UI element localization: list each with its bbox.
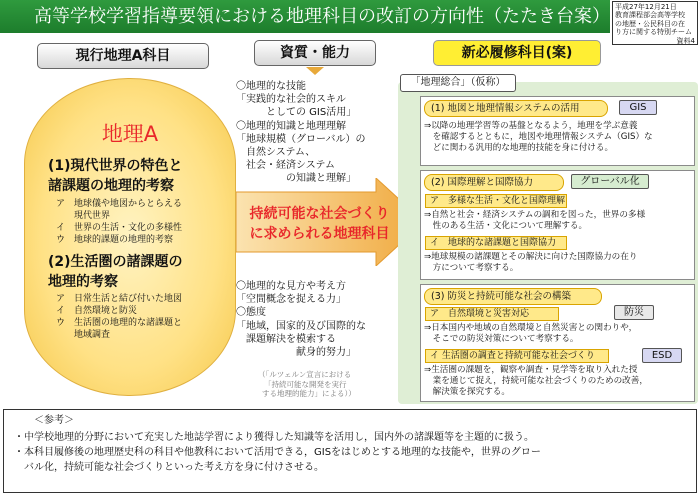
note-line: （「ルツェルン宣言における	[258, 370, 352, 379]
subunit-heading: ア 自然環境と災害対応	[425, 307, 559, 321]
unit-heading: (3) 防災と持続可能な社会の構築	[424, 288, 602, 305]
unit-text	[424, 210, 645, 232]
unit-heading: (2) 国際理解と国際協力	[424, 174, 564, 191]
competency-line: 「空間概念を捉える力」	[236, 294, 346, 306]
competency-bottom	[236, 280, 366, 359]
unit-text	[424, 323, 637, 345]
list-item: 地域調査	[56, 330, 111, 340]
list-item: ア 日常生活と結び付いた地図	[56, 294, 183, 304]
arrow-caption	[232, 204, 407, 244]
note-line: り方に関する特別チーム	[615, 28, 692, 37]
left-section-2	[48, 252, 183, 292]
competency-line: の知識と理解」	[236, 173, 356, 185]
reference-label: ＜参考＞	[34, 415, 74, 426]
competency-line: 課題解決を模索する	[236, 333, 336, 345]
text-line: ⇒以降の地理学習等の基盤となるよう，地理を学ぶ意義	[424, 121, 638, 131]
text-line: ⇒日本国内や地域の自然環境と自然災害との関わりや，	[424, 323, 638, 333]
text-line: を確認するとともに，地図や地理情報システム（GIS）な	[424, 132, 653, 142]
unit-heading: (1) 地図と地理情報システムの活用	[424, 100, 608, 117]
competency-line: 〇態度	[236, 307, 266, 319]
text-line: 性のある生活・文化について理解する。	[424, 221, 588, 231]
text-line: 業を通じて捉え，持続可能な社会づくりのための改善，	[424, 376, 648, 386]
unit-box-2	[420, 170, 695, 280]
unit-text	[424, 121, 653, 154]
text-line: ⇒生活圏の課題を，観察や調査・見学等を取り入れた授	[424, 365, 638, 375]
header-new-course: 新必履修科目(案)	[433, 40, 601, 66]
text-line: 方について考察する。	[424, 263, 519, 273]
course-title: 「地理総合」（仮称）	[400, 74, 516, 92]
competency-line: 「実践的な社会的スキル	[236, 94, 346, 106]
list-item: イ 世界の生活・文化の多様性	[56, 223, 183, 233]
section-heading: 諸課題の地理的考察	[48, 178, 174, 194]
list-item: ウ 生活圏の地理的な諸課題と	[56, 318, 183, 328]
left-section-2-items	[56, 293, 182, 341]
header-current: 現行地理A科目	[37, 43, 209, 69]
text-line: ⇒自然と社会・経済システムの調和を図った，世界の多様	[424, 210, 646, 220]
disaster-prevention-tag: 防災	[614, 305, 654, 320]
competency-line: 自然システム、	[236, 147, 316, 159]
document-note	[612, 1, 698, 45]
left-section-1-items	[56, 198, 182, 246]
subunit-heading: イ 地球的な諸課題と国際協力	[425, 236, 567, 250]
text-line: そこでの防災対策について考察する。	[424, 334, 579, 344]
section-heading: (1)現代世界の特色と	[48, 158, 183, 174]
left-section-1	[48, 156, 183, 196]
geography-a-title: 地理A	[101, 122, 159, 146]
page-title: 高等学校学習指導要領における地理科目の改訂の方向性（たたき台案）	[0, 0, 610, 33]
competency-line: 社会・経済システム	[236, 160, 335, 172]
note-line: 資料4	[676, 36, 695, 45]
reference-line: ・本科目履修後の地理歴史科の科目や他教科において活用できる，GISをはじめとする地理的な技能や，世界のグロー	[14, 447, 541, 458]
list-item: ア 地球儀や地図からとらえる	[56, 199, 183, 209]
section-heading: 地理的考察	[48, 274, 118, 290]
subunit-heading: イ 生活圏の調査と持続可能な社会づくり	[425, 349, 609, 363]
esd-tag: ESD	[642, 348, 682, 363]
reference-line: バル化，持続可能な社会づくりといった考え方を身に付けさせる。	[14, 462, 324, 473]
competency-line: 献身的努力」	[236, 347, 356, 359]
subunit-heading: ア 多様な生活・文化と国際理解	[425, 194, 567, 208]
note-line: する地理的能力」による））	[262, 389, 356, 398]
unit-box-1	[420, 96, 695, 166]
competency-line: 「地域，国家的及び国際的な	[236, 320, 366, 332]
list-item: 現代世界	[56, 211, 111, 221]
header-arrow	[306, 67, 324, 75]
reference-box	[3, 409, 697, 493]
unit-text	[424, 252, 637, 274]
text-line: どに関わる汎用的な地理的技能を身に付ける。	[424, 143, 614, 153]
arrow-caption-line: に求められる地理科目	[249, 226, 390, 242]
arrow-caption-line: 持続可能な社会づくり	[249, 206, 390, 222]
note-line: 教育課程部会高等学校	[615, 11, 685, 20]
list-item: イ 自然環境と防災	[56, 306, 138, 316]
text-line: ⇒地球規模の諸課題とその解決に向けた国際協力の在り	[424, 252, 638, 262]
list-item: ウ 地球的課題の地理的考察	[56, 235, 174, 245]
competency-line: 〇地理的な見方や考え方	[236, 281, 346, 292]
text-line: 解決策を探究する。	[424, 387, 510, 397]
note-line: 「持続可能な開発を実行	[264, 379, 347, 389]
header-competency: 資質・能力	[254, 40, 376, 66]
lucerne-note	[258, 370, 356, 399]
unit-box-3	[420, 284, 695, 402]
unit-text	[424, 365, 648, 398]
globalization-tag: グローバル化	[571, 174, 649, 189]
reference-line: ・中学校地理的分野において充実した地誌学習により獲得した知識等を活用し，国内外の諸課題等を主題的に扱う。	[14, 432, 534, 443]
competency-line: 「地球規模（グローバル）の	[236, 133, 366, 145]
competency-line: 〇地理的な技能	[236, 81, 306, 92]
reference-lines	[4, 427, 696, 475]
note-line: の地歴・公民科目の在	[615, 19, 685, 28]
competency-line: としての GIS活用」	[236, 107, 357, 119]
section-heading: (2)生活圏の諸課題の	[48, 254, 183, 270]
competency-line: 〇地理的知識と地理理解	[236, 120, 346, 132]
competency-top	[236, 80, 366, 186]
gis-tag: GIS	[619, 100, 657, 115]
note-line: 平成27年12月21日	[615, 3, 677, 11]
